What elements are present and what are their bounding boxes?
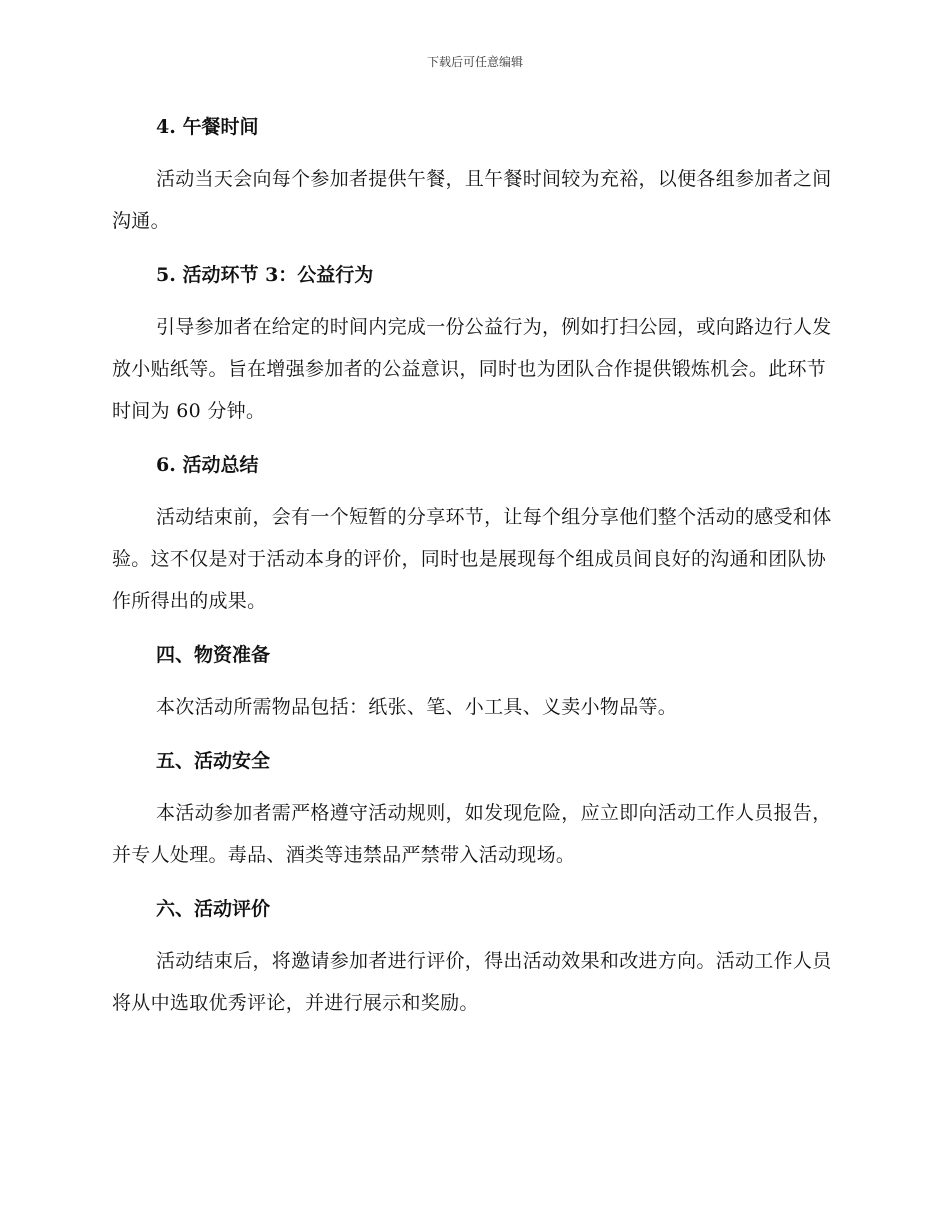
header-note: 下载后可任意编辑 xyxy=(426,55,523,69)
section-evaluation xyxy=(112,888,832,1024)
section-safety xyxy=(112,740,832,876)
section-paragraph: 本次活动所需物品包括：纸张、笔、小工具、义卖小物品等。 xyxy=(156,696,678,718)
section-paragraph: 活动结束后，将邀请参加者进行评价，得出活动效果和改进方向。活动工作人员将从中选取优秀评论，并进行展示和奖励。 xyxy=(112,950,832,1014)
section-paragraph: 本活动参加者需严格遵守活动规则，如发现危险，应立即向活动工作人员报告，并专人处理。毒品、酒类等违禁品严禁带入活动现场。 xyxy=(112,802,832,866)
section-heading: 6. 活动总结 xyxy=(156,454,259,476)
section-paragraph: 引导参加者在给定的时间内完成一份公益行为，例如打扫公园，或向路边行人发放小贴纸等。旨在增强参加者的公益意识，同时也为团队合作提供锻炼机会。此环节时间为 60 分钟。 xyxy=(112,316,832,422)
section-heading: 五、活动安全 xyxy=(156,750,271,772)
section-heading: 四、物资准备 xyxy=(156,644,271,666)
section-paragraph: 活动结束前，会有一个短暂的分享环节，让每个组分享他们整个活动的感受和体验。这不仅是对于活动本身的评价，同时也是展现每个组成员间良好的沟通和团队协作所得出的成果。 xyxy=(112,506,832,612)
section-heading: 六、活动评价 xyxy=(156,898,271,920)
section-lunch xyxy=(112,106,832,242)
section-summary xyxy=(112,444,832,622)
section-paragraph: 活动当天会向每个参加者提供午餐，且午餐时间较为充裕，以便各组参加者之间沟通。 xyxy=(112,168,832,232)
section-heading: 4. 午餐时间 xyxy=(156,116,259,138)
document-content xyxy=(112,106,832,1024)
section-public-welfare xyxy=(112,254,832,432)
section-heading: 5. 活动环节 3：公益行为 xyxy=(156,264,374,286)
section-materials xyxy=(112,634,832,728)
